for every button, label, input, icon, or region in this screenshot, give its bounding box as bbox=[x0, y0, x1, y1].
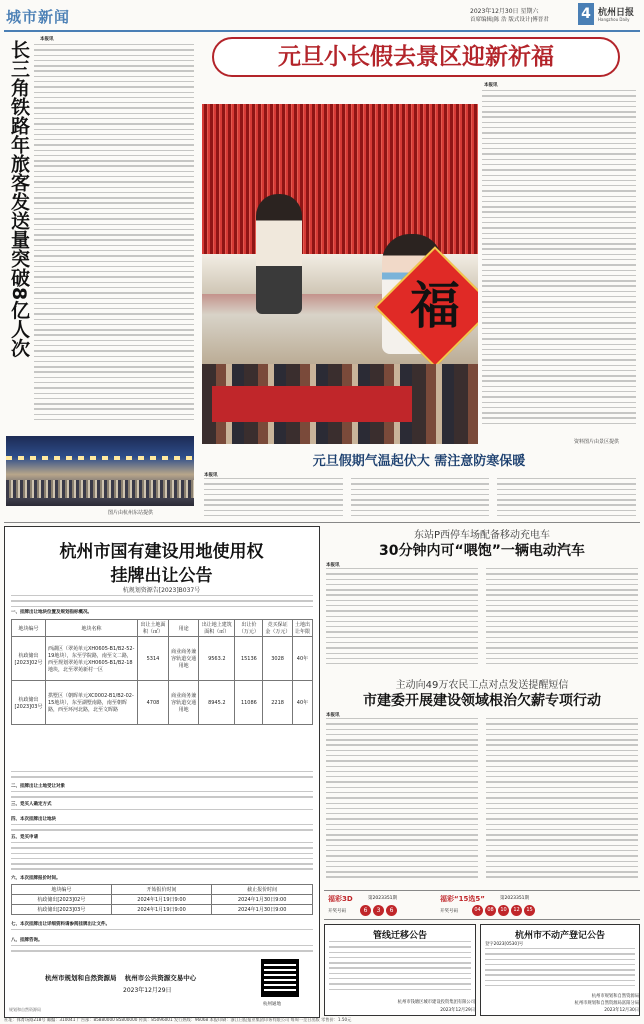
table-row bbox=[12, 637, 313, 681]
temple-photo bbox=[202, 104, 478, 444]
table-cell: 40年 bbox=[292, 681, 312, 725]
pipeline-title: 管线迁移公告 bbox=[372, 931, 427, 941]
lottery-ball: 3 bbox=[373, 905, 384, 916]
pipeline-notice bbox=[324, 924, 476, 1016]
announcement-org-1: 杭州市规划和自然资源局 bbox=[45, 974, 117, 982]
lottery-ball: 15 bbox=[524, 905, 535, 916]
wage-byline: 本报讯 bbox=[326, 713, 340, 718]
parking-byline: 本报讯 bbox=[326, 563, 340, 568]
wage-story bbox=[324, 676, 640, 888]
col-price: 出让价（万元） bbox=[235, 620, 263, 637]
announcement-section-8: 八、挂牌咨询。 bbox=[11, 938, 43, 943]
land-announcement bbox=[4, 526, 320, 1018]
lottery-ball: 6 bbox=[360, 905, 371, 916]
table-row bbox=[12, 895, 313, 905]
fc3d-label: 开奖号码 bbox=[328, 909, 346, 914]
wage-title: 市建委开展建设领域根治欠薪专项行动 bbox=[363, 693, 601, 709]
section-divider bbox=[4, 522, 640, 523]
announcement-section-2: 二、挂牌出让土地受让对象 bbox=[11, 784, 65, 789]
land-table bbox=[11, 619, 313, 725]
table-cell: 杭政储出[2023]03号 bbox=[12, 905, 112, 915]
left-story-byline: 本报讯 bbox=[40, 37, 54, 42]
editors-credit: 首席编辑|陈 浩 版式设计|傅晋君 bbox=[470, 17, 549, 23]
lottery-ball: 10 bbox=[498, 905, 509, 916]
main-photo-credit: 资料图片由景区提供 bbox=[574, 439, 620, 445]
table-row bbox=[12, 681, 313, 725]
lottery-box bbox=[324, 890, 640, 920]
person-left bbox=[256, 194, 302, 314]
col-parcel-name: 地块名称 bbox=[46, 620, 138, 637]
table-cell: 2024年1月19日9:00 bbox=[111, 895, 212, 905]
lottery-ball: 08 bbox=[485, 905, 496, 916]
sign-label: 规划和自然资源局 bbox=[9, 1007, 41, 1012]
announcement-section-1: 一、挂牌出让地块位置及规划指标概况。 bbox=[11, 610, 92, 615]
fc3d-numbers bbox=[360, 905, 397, 916]
col-end: 截止报价时间 bbox=[212, 885, 313, 895]
table-cell: 2024年1月30日9:00 bbox=[212, 895, 313, 905]
announcement-body-d bbox=[11, 824, 313, 834]
table-cell: 9563.2 bbox=[199, 637, 235, 681]
left-story-title: 长三角铁路年旅客发送量突破8亿人次 bbox=[8, 40, 30, 358]
table-cell: 40年 bbox=[292, 637, 312, 681]
wage-body bbox=[326, 718, 638, 884]
page-header bbox=[0, 0, 644, 34]
announcement-title-1: 杭州市国有建设用地使用权 bbox=[59, 542, 264, 562]
train-station-photo bbox=[6, 436, 194, 506]
pipeline-org: 杭州市钱塘区城市建设投资集团有限公司 bbox=[397, 1000, 475, 1005]
fu-character: 福 bbox=[410, 277, 460, 335]
announcement-body-c bbox=[11, 809, 313, 815]
page-footer: 社址：体育场路218号 邮编：310041 广告部：85880000 85800000 传真：85096001 发行热线：96068 本报印刷：浙江日报报业集团印务有限公司 每周一至日出版 零售价：1.50元 bbox=[4, 1017, 352, 1022]
table-cell: 拱墅区（朝晖单元XC0002-B1/B2-02-15地块），东至湖墅南路，南至朝晖路，西至环河北路，北至文晖路 bbox=[46, 681, 138, 725]
announcement-body-g bbox=[11, 945, 313, 957]
page-number: 4 bbox=[578, 3, 594, 25]
lottery-ball: 6 bbox=[386, 905, 397, 916]
header-rule bbox=[4, 30, 640, 32]
main-story-body bbox=[482, 90, 636, 438]
col-area: 出让土地面积（㎡） bbox=[138, 620, 169, 637]
table-cell: 杭政储出[2023]02号 bbox=[12, 637, 46, 681]
property-date: 2023年12月30日 bbox=[604, 1008, 639, 1013]
announcement-section-5: 五、竞买申请 bbox=[11, 835, 38, 840]
announcement-doc-no: 杭规划资源告[2023]B037号 bbox=[122, 587, 201, 594]
weather-title: 元旦假期气温起伏大 需注意防寒保暖 bbox=[312, 454, 526, 469]
parking-kicker: 东站P西停车场配备移动充电车 bbox=[413, 530, 551, 541]
announcement-section-4: 四、本次挂牌出让地块 bbox=[11, 817, 56, 822]
table-cell: 15136 bbox=[235, 637, 263, 681]
property-org: 杭州市规划和自然资源局 bbox=[591, 994, 639, 999]
announcement-intro bbox=[11, 595, 313, 609]
property-notice bbox=[480, 924, 640, 1016]
col-deposit: 竞买保证金（万元） bbox=[263, 620, 293, 637]
main-story-title: 元旦小长假去景区迎新祈福 bbox=[212, 37, 620, 77]
announcement-date: 2023年12月29日 bbox=[123, 987, 172, 994]
announcement-section-6: 六、本次挂牌报价时间。 bbox=[11, 876, 61, 881]
newspaper-logo: 杭州日报 bbox=[598, 8, 635, 18]
fc15-label: 开奖号码 bbox=[440, 909, 458, 914]
pipeline-body bbox=[329, 941, 471, 995]
property-doc-no: 登字2023[0530]号 bbox=[485, 942, 524, 947]
table-cell: 5314 bbox=[138, 637, 169, 681]
col-parcel: 地块编号 bbox=[12, 885, 112, 895]
table-cell: 西湖区（翠苑单元XH0605-B1/B2-52-19地块），东至学院路，南至文二路，西至规划翠苑单元XH0605-B1/B2-18地块，北至翠苑新村一区 bbox=[46, 637, 138, 681]
announcement-title-2: 挂牌出让公告 bbox=[110, 566, 213, 586]
table-cell: 4708 bbox=[138, 681, 169, 725]
red-table bbox=[212, 386, 412, 422]
announcement-body-a bbox=[11, 771, 313, 783]
weather-body bbox=[204, 478, 636, 518]
issue-date: 2023年12月30日 星期六 bbox=[470, 8, 539, 15]
announcement-org bbox=[45, 973, 196, 982]
pipeline-date: 2023年12月29日 bbox=[440, 1008, 475, 1013]
fc15-title: 福彩“15选5” bbox=[440, 895, 485, 903]
qr-code[interactable] bbox=[261, 959, 299, 997]
col-use: 用途 bbox=[169, 620, 199, 637]
left-story-body bbox=[34, 44, 194, 434]
property-title: 杭州市不动产登记公告 bbox=[514, 931, 605, 941]
announcement-org-2: 杭州市公共资源交易中心 bbox=[124, 974, 197, 982]
left-story bbox=[4, 34, 196, 519]
lottery-ball: 04 bbox=[472, 905, 483, 916]
announcement-body-f bbox=[11, 929, 313, 937]
table-cell: 2218 bbox=[263, 681, 293, 725]
main-story-byline: 本报讯 bbox=[484, 83, 498, 88]
table-cell: 8945.2 bbox=[199, 681, 235, 725]
property-body bbox=[485, 948, 635, 992]
qr-label: 杭州通地 bbox=[263, 1002, 281, 1007]
fc3d-title: 福彩3D bbox=[328, 895, 353, 903]
newspaper-logo-en: Hangzhou Daily bbox=[598, 17, 630, 22]
property-org-2: 杭州市规划和自然资源局富阳分局 bbox=[574, 1001, 639, 1006]
weather-byline: 本报讯 bbox=[204, 473, 218, 478]
fc15-numbers bbox=[472, 905, 535, 916]
table-cell: 商业商务兼容轨道交通用地 bbox=[169, 637, 199, 681]
main-story bbox=[200, 34, 640, 516]
fc3d-period: 第2023351期 bbox=[368, 896, 398, 901]
table-cell: 3028 bbox=[263, 637, 293, 681]
col-parcel-no: 地块编号 bbox=[12, 620, 46, 637]
left-photo-caption: 图片由杭州东站提供 bbox=[108, 510, 154, 516]
lottery-ball: 12 bbox=[511, 905, 522, 916]
col-floor-area: 出让地上建筑面积（㎡） bbox=[199, 620, 235, 637]
table-cell: 2024年1月19日9:00 bbox=[111, 905, 212, 915]
table-cell: 杭政储出[2023]02号 bbox=[12, 895, 112, 905]
announcement-section-7: 七、本次挂牌出让详细资料请参阅挂牌出让文件。 bbox=[11, 922, 110, 927]
table-row bbox=[12, 905, 313, 915]
bid-time-table bbox=[11, 884, 313, 915]
wage-kicker: 主动向49万农民工点对点发送提醒短信 bbox=[395, 680, 569, 691]
parking-body bbox=[326, 568, 638, 672]
col-start: 开始报价时间 bbox=[111, 885, 212, 895]
announcement-body-e bbox=[11, 842, 313, 874]
parking-story bbox=[324, 526, 640, 676]
table-cell: 2024年1月30日9:00 bbox=[212, 905, 313, 915]
fc15-period: 第2023351期 bbox=[500, 896, 530, 901]
section-label: 城市新闻 bbox=[6, 8, 71, 26]
table-cell: 商业商务兼容轨道交通用地 bbox=[169, 681, 199, 725]
parking-title: 30分钟内可“喂饱”一辆电动汽车 bbox=[379, 543, 585, 559]
announcement-body-b bbox=[11, 791, 313, 801]
table-cell: 11086 bbox=[235, 681, 263, 725]
col-term: 土地出让年限 bbox=[292, 620, 312, 637]
announcement-section-3: 三、竞买人确定方式 bbox=[11, 802, 52, 807]
table-cell: 杭政储出[2023]03号 bbox=[12, 681, 46, 725]
